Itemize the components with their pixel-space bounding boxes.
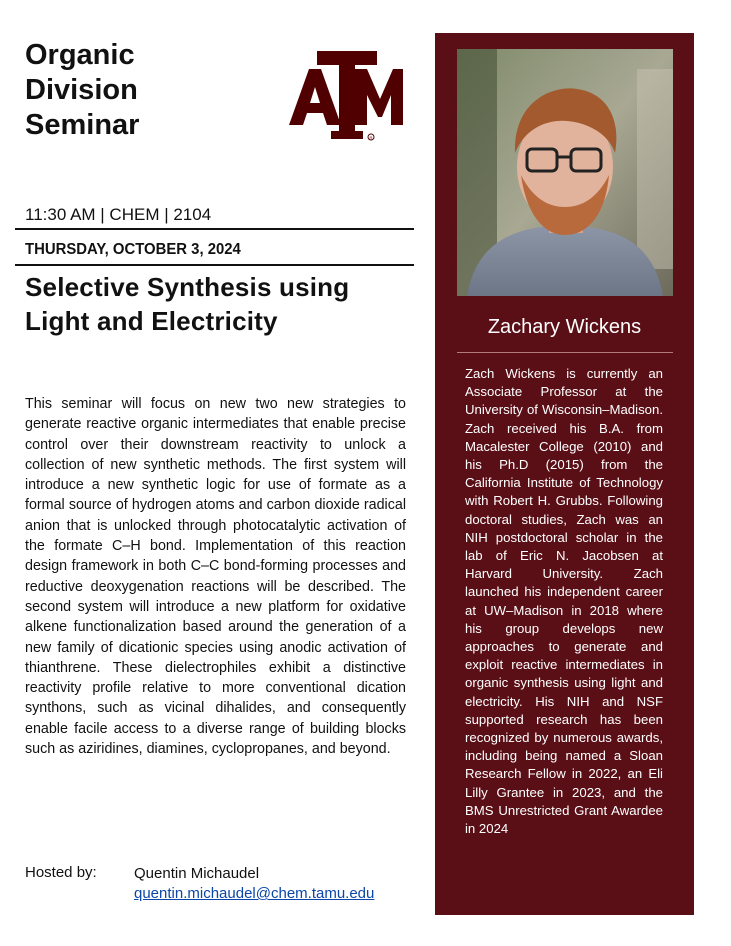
divider-top (15, 228, 414, 230)
abstract: This seminar will focus on new two new strategies to generate reactive organic intermediates that enable precise control over their downstream reactivity to unlock a collection of new synthetic methods. The first system will introduce a new synthetic logic for use of formate as a formal source of hydrogen atoms and carbon dioxide radical anion that is unlocked through photocatalytic activation of the formate C–H bond. Implementation of this reaction design framework in both C–C bond-forming processes and reductive deoxygenation reactions will be described. The second system will introduce a new platform for oxidative alkene functionalization based around the generation of a new family of dicationic species using anodic activation of thianthrene. These dielectrophiles exhibit a distinctive reactivity profile relative to more conventional dication synthons, such as vicinal dihalides, and consequently enable facile access to a diverse range of building blocks such as aziridines, diamines, cyclopropanes, and beyond. (25, 396, 406, 758)
time-location: 11:30 AM | CHEM | 2104 (25, 205, 212, 224)
speaker-name-divider (457, 352, 673, 353)
hosted-by-label: Hosted by: (25, 864, 97, 881)
tamu-logo (287, 47, 405, 143)
divider-bottom (15, 264, 414, 266)
host-name: Quentin Michaudel (134, 865, 260, 882)
event-date: THURSDAY, OCTOBER 3, 2024 (25, 241, 241, 258)
svg-text:R: R (369, 135, 373, 140)
series-title: Organic Division Seminar (25, 39, 140, 141)
speaker-name: Zachary Wickens (487, 316, 642, 338)
speaker-photo (457, 49, 673, 296)
talk-title: Selective Synthesis using Light and Electricity (25, 272, 350, 336)
host-email-link[interactable]: quentin.michaudel@chem.tamu.edu (134, 885, 375, 902)
speaker-bio: Zach Wickens is currently an Associate Professor at the University of Wisconsin–Madison. Zach received his B.A. from Macalester College (2010) and his Ph.D (2015) from the California Institute of Technology with Robert H. Grubbs. Following doctoral studies, Zach was an NIH postdoctoral scholar in the lab of Eric N. Jacobsen at Harvard University. Zach launched his independent career at UW–Madison in 2018 where his group develops new approaches to generate and exploit reactive intermediates in organic synthesis using light and electricity. His NIH and NSF supported research has been recognized by numerous awards, including being named a Sloan Research Fellow in 2022, an Eli Lilly Grantee in 2023, and the BMS Unrestricted Grant Awardee in 2024 (465, 366, 663, 837)
